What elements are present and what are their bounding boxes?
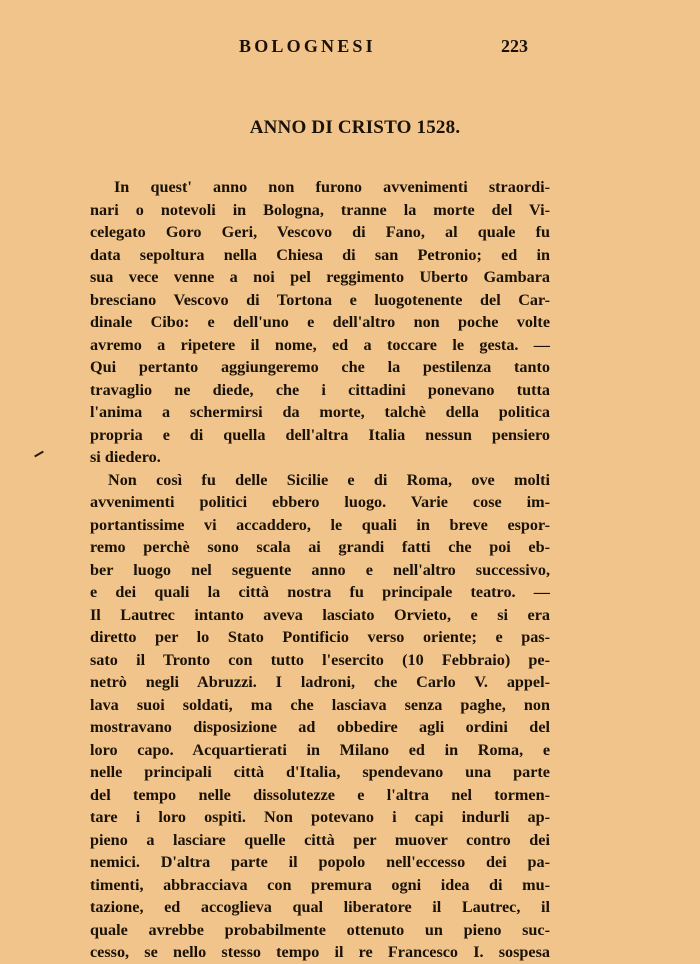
body-text (90, 176, 550, 964)
text-line: diretto per lo Stato Pontificio verso oriente; e pas- (90, 628, 550, 646)
text-line: nelle principali città d'Italia, spendevano una parte (90, 763, 550, 781)
text-line: nemici. D'altra parte il popolo nell'eccesso dei pa- (90, 853, 550, 871)
text-line: cesso, se nello stesso tempo il re Francesco I. sospesa (90, 943, 550, 961)
text-line: timenti, abbracciava con premura ogni idea di mu- (90, 875, 550, 894)
text-line: lava suoi soldati, ma che lasciava senza paghe, non (90, 695, 550, 714)
text-line: pieno a lasciare quelle città per muover contro dei (90, 830, 550, 849)
running-title: BOLOGNESI (239, 36, 376, 56)
text-line: si diedero. (90, 448, 161, 466)
text-line: Qui pertanto aggiungeremo che la pestilenza tanto (90, 358, 550, 376)
text-line: Non così fu delle Sicilie e di Roma, ove molti (108, 470, 550, 489)
text-line: remo perchè sono scala ai grandi fatti che poi eb- (90, 538, 550, 556)
text-line: propria e di quella dell'altra Italia nessun pensiero (90, 425, 550, 444)
text-line: quale avrebbe probabilmente ottenuto un pieno suc- (90, 920, 550, 939)
text-line: netrò negli Abruzzi. I ladroni, che Carlo V. appel- (90, 673, 550, 691)
page-number: 223 (501, 36, 528, 56)
text-line: avremo a ripetere il nome, ed a toccare le gesta. — (90, 335, 550, 354)
text-line: dinale Cibo: e dell'uno e dell'altro non poche volte (90, 313, 550, 331)
text-line: nari o notevoli in Bologna, tranne la morte del Vi- (90, 200, 550, 219)
text-line: l'anima a schermirsi da morte, talchè della politica (90, 403, 550, 421)
section-heading: ANNO DI CRISTO 1528. (249, 117, 461, 138)
text-line: bresciano Vescovo di Tortona e luogotenente del Car- (90, 290, 550, 309)
text-line: avvenimenti politici ebbero luogo. Varie cose im- (90, 493, 550, 511)
text-line: Il Lautrec intanto aveva lasciato Orvieto, e si era (90, 605, 550, 624)
text-line: data sepoltura nella Chiesa di san Petronio; ed in (90, 245, 550, 264)
running-header (0, 36, 700, 60)
text-line: sato il Tronto con tutto l'esercito (10 Febbraio) pe- (90, 650, 550, 669)
text-line: loro capo. Acquartierati in Milano ed in Roma, e (90, 740, 550, 759)
text-line: del tempo nelle dissolutezze e l'altra nel tormen- (90, 785, 550, 804)
text-line: celegato Goro Geri, Vescovo di Fano, al quale fu (90, 223, 550, 241)
text-line: ber luogo nel seguente anno e nell'altro successivo, (90, 560, 550, 579)
text-line: tazione, ed accoglieva qual liberatore il Lautrec, il (90, 898, 550, 916)
text-line: mostravano disposizione ad obbedire agli ordini del (90, 718, 550, 736)
text-line: tare i loro ospiti. Non potevano i capi indurli ap- (90, 808, 550, 826)
text-line: In quest' anno non furono avvenimenti straordi- (114, 178, 550, 196)
margin-pencil-mark (34, 451, 44, 458)
text-line: e dei quali la città nostra fu principale teatro. — (90, 583, 550, 601)
text-line: sua vece venne a noi pel reggimento Uberto Gambara (90, 268, 550, 286)
text-line: portantissime vi accaddero, le quali in breve espor- (90, 515, 550, 534)
text-line: travaglio ne diede, che i cittadini ponevano tutta (90, 380, 550, 399)
